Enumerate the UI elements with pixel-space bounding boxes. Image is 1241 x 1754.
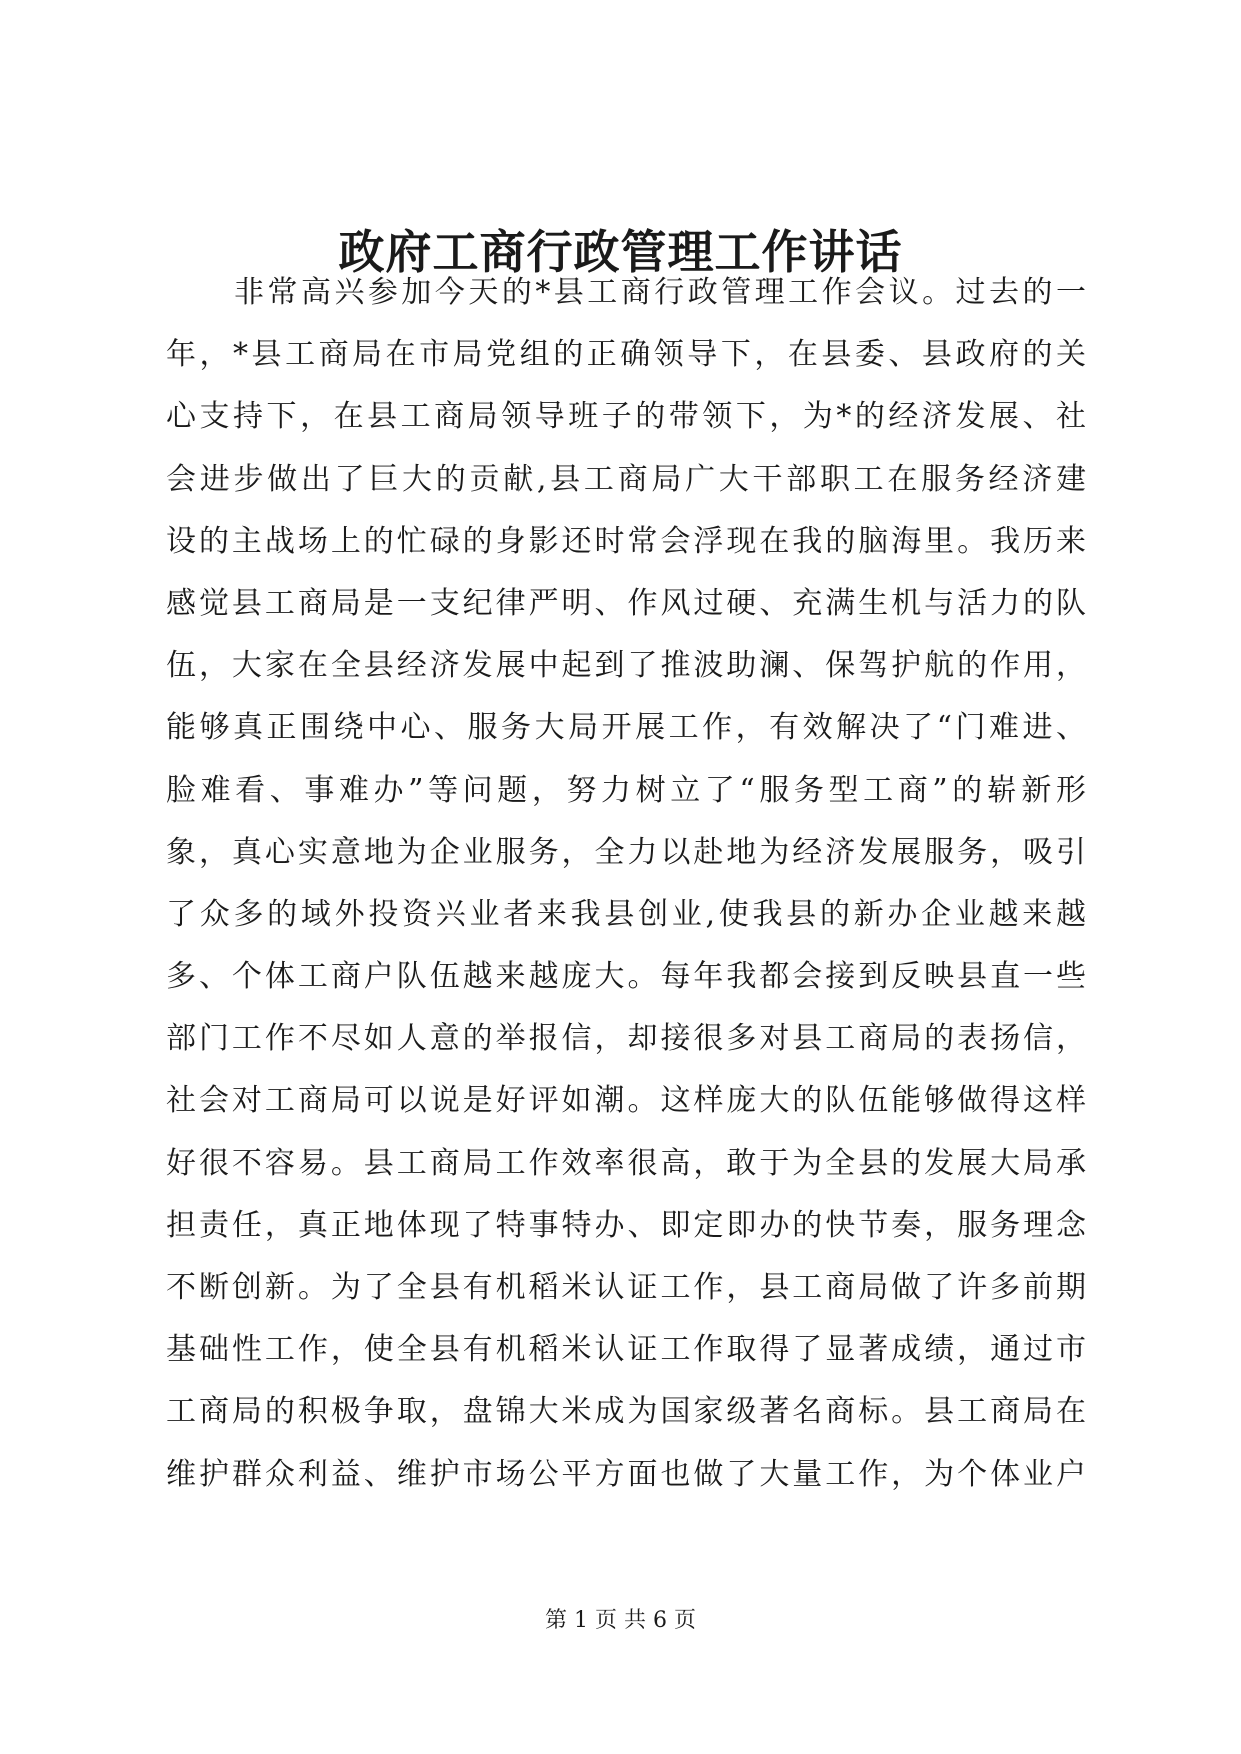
body-line: 社会对工商局可以说是好评如潮。这样庞大的队伍能够做得这样 — [166, 1083, 1086, 1119]
body-line: 工商局的积极争取，盘锦大米成为国家级著名商标。县工商局在 — [166, 1394, 1086, 1430]
body-line: 年，*县工商局在市局党组的正确领导下，在县委、县政府的关 — [166, 337, 1086, 373]
body-line: 脸难看、事难办”等问题，努力树立了“服务型工商”的崭新形 — [166, 772, 1086, 808]
body-line: 会进步做出了巨大的贡献,县工商局广大干部职工在服务经济建 — [166, 461, 1086, 497]
body-line: 心支持下，在县工商局领导班子的带领下，为*的经济发展、社 — [166, 399, 1086, 435]
body-line: 伍，大家在全县经济发展中起到了推波助澜、保驾护航的作用， — [166, 648, 1086, 684]
body-line: 了众多的域外投资兴业者来我县创业,使我县的新办企业越来越 — [166, 896, 1086, 932]
body-line: 好很不容易。县工商局工作效率很高，敢于为全县的发展大局承 — [166, 1145, 1086, 1181]
body-line: 设的主战场上的忙碌的身影还时常会浮现在我的脑海里。我历来 — [166, 523, 1086, 559]
body-line: 基础性工作，使全县有机稻米认证工作取得了显著成绩，通过市 — [166, 1332, 1086, 1368]
document-body — [166, 262, 1086, 1506]
document-title: 政府工商行政管理工作讲话 — [338, 225, 903, 279]
body-line: 担责任，真正地体现了特事特办、即定即办的快节奏，服务理念 — [166, 1207, 1086, 1243]
body-line: 感觉县工商局是一支纪律严明、作风过硬、充满生机与活力的队 — [166, 585, 1086, 621]
body-line: 维护群众利益、维护市场公平方面也做了大量工作，为个体业户 — [166, 1456, 1086, 1492]
body-line: 象，真心实意地为企业服务，全力以赴地为经济发展服务，吸引 — [166, 834, 1086, 870]
body-line: 不断创新。为了全县有机稻米认证工作，县工商局做了许多前期 — [166, 1270, 1086, 1305]
body-line: 多、个体工商户队伍越来越庞大。每年我都会接到反映县直一些 — [166, 959, 1086, 995]
body-line: 能够真正围绕中心、服务大局开展工作，有效解决了“门难进、 — [166, 710, 1086, 746]
body-line: 非常高兴参加今天的*县工商行政管理工作会议。过去的一 — [234, 275, 1086, 310]
page-number-footer: 第 1 页 共 6 页 — [545, 1608, 696, 1633]
body-line: 部门工作不尽如人意的举报信，却接很多对县工商局的表扬信， — [166, 1021, 1086, 1057]
